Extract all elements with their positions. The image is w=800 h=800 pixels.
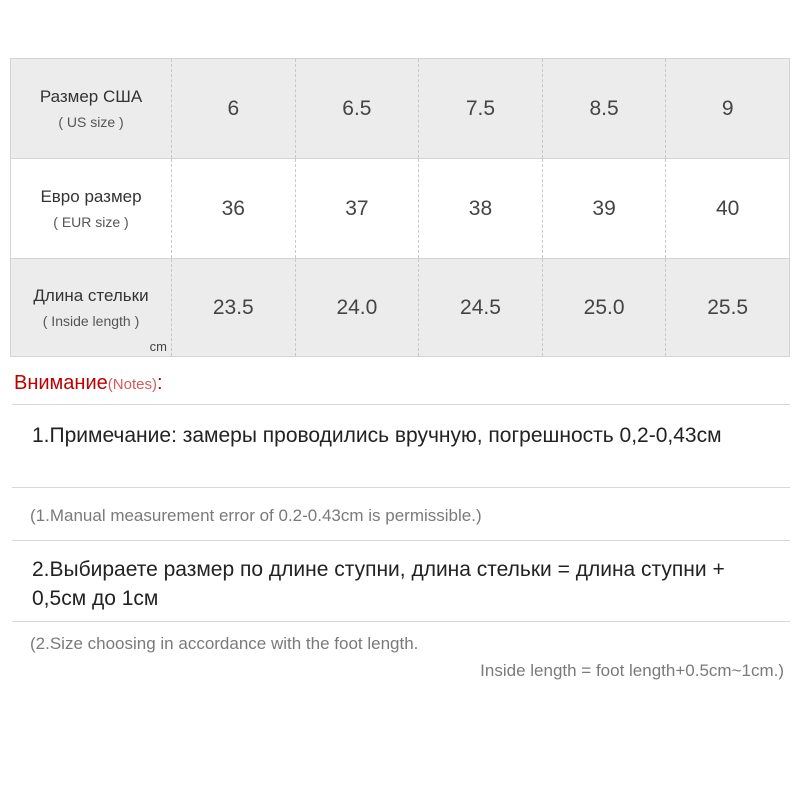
row-label-us: [11, 59, 172, 158]
note-1-ru: 1.Примечание: замеры проводились вручную, погрешность 0,2-0,43см: [32, 424, 722, 447]
unit-label: cm: [149, 339, 167, 354]
table-cell: 25.0: [543, 259, 667, 356]
table-cell: 9: [721, 96, 734, 120]
table-cell: 24.5: [419, 259, 543, 356]
row-label-ru: Евро размер: [40, 186, 142, 206]
table-row-eur-size: [11, 158, 789, 259]
row-label-en: ( EUR size ): [53, 213, 129, 230]
table-cell: 6.5: [296, 59, 420, 158]
row-label-ru: Длина стельки: [33, 285, 149, 305]
row-label-inside-length: [11, 259, 172, 356]
table-cell: 40: [715, 196, 740, 220]
table-cell: 7.5: [419, 59, 543, 158]
row-label-ru: Размер США: [39, 86, 143, 106]
table-cell: 23.5: [172, 259, 296, 356]
table-cell: 39: [543, 159, 667, 258]
table-cell: 25.5: [707, 295, 749, 319]
size-table: [10, 58, 790, 357]
note-2-ru: 2.Выбираете размер по длине ступни, длина стельки = длина ступни + 0,5см до 1см: [32, 558, 725, 610]
row-label-en: ( Inside length ): [42, 312, 140, 329]
table-cell: 6: [172, 59, 296, 158]
note-box-2: [12, 540, 790, 622]
table-row-us-size: [11, 59, 789, 158]
note-2-en-line-2: Inside length = foot length+0.5cm~1cm.): [480, 661, 784, 680]
notes-heading-colon: :: [156, 372, 163, 394]
table-cell: 37: [296, 159, 420, 258]
notes-heading-en: (Notes): [107, 376, 157, 393]
notes-heading-ru: Внимание: [14, 372, 108, 394]
table-cell: 36: [172, 159, 296, 258]
note-box-1: [12, 404, 790, 488]
table-cell: 24.0: [296, 259, 420, 356]
row-label-eur: [11, 159, 172, 258]
table-row-inside-length: [11, 259, 789, 356]
table-cell: 38: [419, 159, 543, 258]
notes-heading: [14, 372, 163, 395]
table-cell: 8.5: [543, 59, 667, 158]
note-2-en-line-1: (2.Size choosing in accordance with the foot length.: [30, 634, 419, 653]
row-label-en: ( US size ): [58, 113, 124, 130]
note-1-en: (1.Manual measurement error of 0.2-0.43cm is permissible.): [30, 506, 482, 525]
